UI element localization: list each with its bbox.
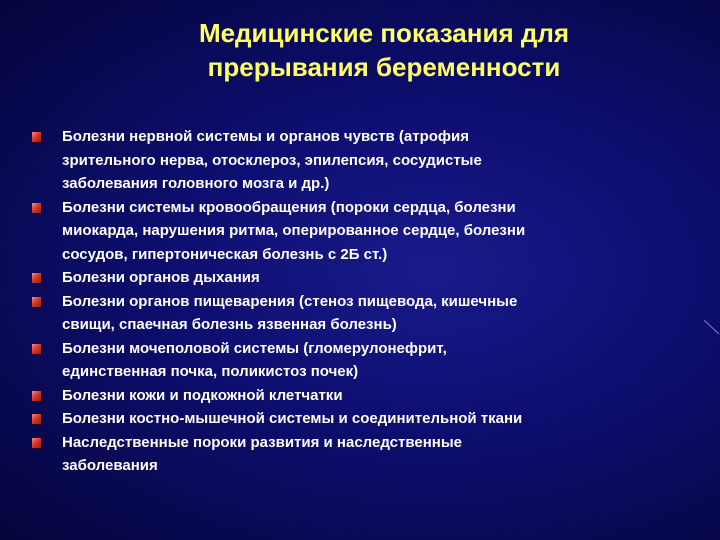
square-bullet-icon bbox=[32, 391, 41, 401]
bullet-line: Болезни органов дыхания bbox=[62, 269, 260, 286]
bullet-item-skin bbox=[30, 384, 690, 408]
bullet-line: свищи, спаечная болезнь язвенная болезнь) bbox=[62, 316, 397, 333]
square-bullet-icon bbox=[32, 132, 41, 142]
bullet-line: миокарда, нарушения ритма, оперированное сердце, болезни bbox=[62, 222, 526, 239]
bullet-line: Болезни кожи и подкожной клетчатки bbox=[62, 386, 343, 404]
bullet-line: сосудов, гипертоническая болезнь с 2Б ст.) bbox=[62, 245, 388, 263]
bullet-item-nervous-system bbox=[30, 125, 690, 196]
bullet-text bbox=[62, 407, 690, 431]
bullet-text bbox=[62, 290, 690, 337]
bullet-item-urogenital-system bbox=[30, 337, 690, 384]
bullet-line: Болезни органов пищеварения (стеноз пищевода, кишечные bbox=[62, 292, 518, 310]
bullet-line: Наследственные пороки развития и наследственные bbox=[62, 433, 462, 451]
decorative-diagonal-line bbox=[700, 320, 720, 340]
bullet-line: заболевания головного мозга и др.) bbox=[62, 175, 330, 192]
slide-title-line-2: прерывания беременности bbox=[207, 52, 561, 82]
bullet-line: Болезни мочеполовой системы (гломерулонефрит, bbox=[62, 339, 447, 357]
square-bullet-icon bbox=[32, 438, 41, 448]
bullet-text bbox=[62, 196, 690, 267]
bullet-line: заболевания bbox=[62, 457, 158, 474]
bullet-text bbox=[62, 337, 690, 384]
square-bullet-icon bbox=[32, 414, 41, 424]
square-bullet-icon bbox=[32, 297, 41, 307]
bullet-line: единственная почка, поликистоз почек) bbox=[62, 363, 359, 380]
bullet-item-respiratory-system bbox=[30, 266, 690, 290]
slide-title bbox=[0, 16, 720, 84]
bullet-item-digestive-system bbox=[30, 290, 690, 337]
bullet-line: Болезни нервной системы и органов чувств (атрофия bbox=[62, 128, 470, 145]
square-bullet-icon bbox=[32, 203, 41, 213]
square-bullet-icon bbox=[32, 344, 41, 354]
bullet-item-circulatory-system bbox=[30, 196, 690, 267]
bullet-line: зрительного нерва, отосклероз, эпилепсия, сосудистые bbox=[62, 151, 482, 169]
bullet-line: Болезни системы кровообращения (пороки сердца, болезни bbox=[62, 198, 516, 216]
bullet-text bbox=[62, 125, 690, 196]
bullet-text bbox=[62, 384, 690, 408]
square-bullet-icon bbox=[32, 273, 41, 283]
bullet-item-musculoskeletal-system bbox=[30, 407, 690, 431]
bullet-line: Болезни костно-мышечной системы и соединительной ткани bbox=[62, 410, 523, 427]
bullet-list bbox=[30, 125, 690, 478]
bullet-item-hereditary-diseases bbox=[30, 431, 690, 478]
slide-title-line-1: Медицинские показания для bbox=[198, 18, 570, 48]
bullet-text bbox=[62, 431, 690, 478]
bullet-text bbox=[62, 266, 690, 290]
